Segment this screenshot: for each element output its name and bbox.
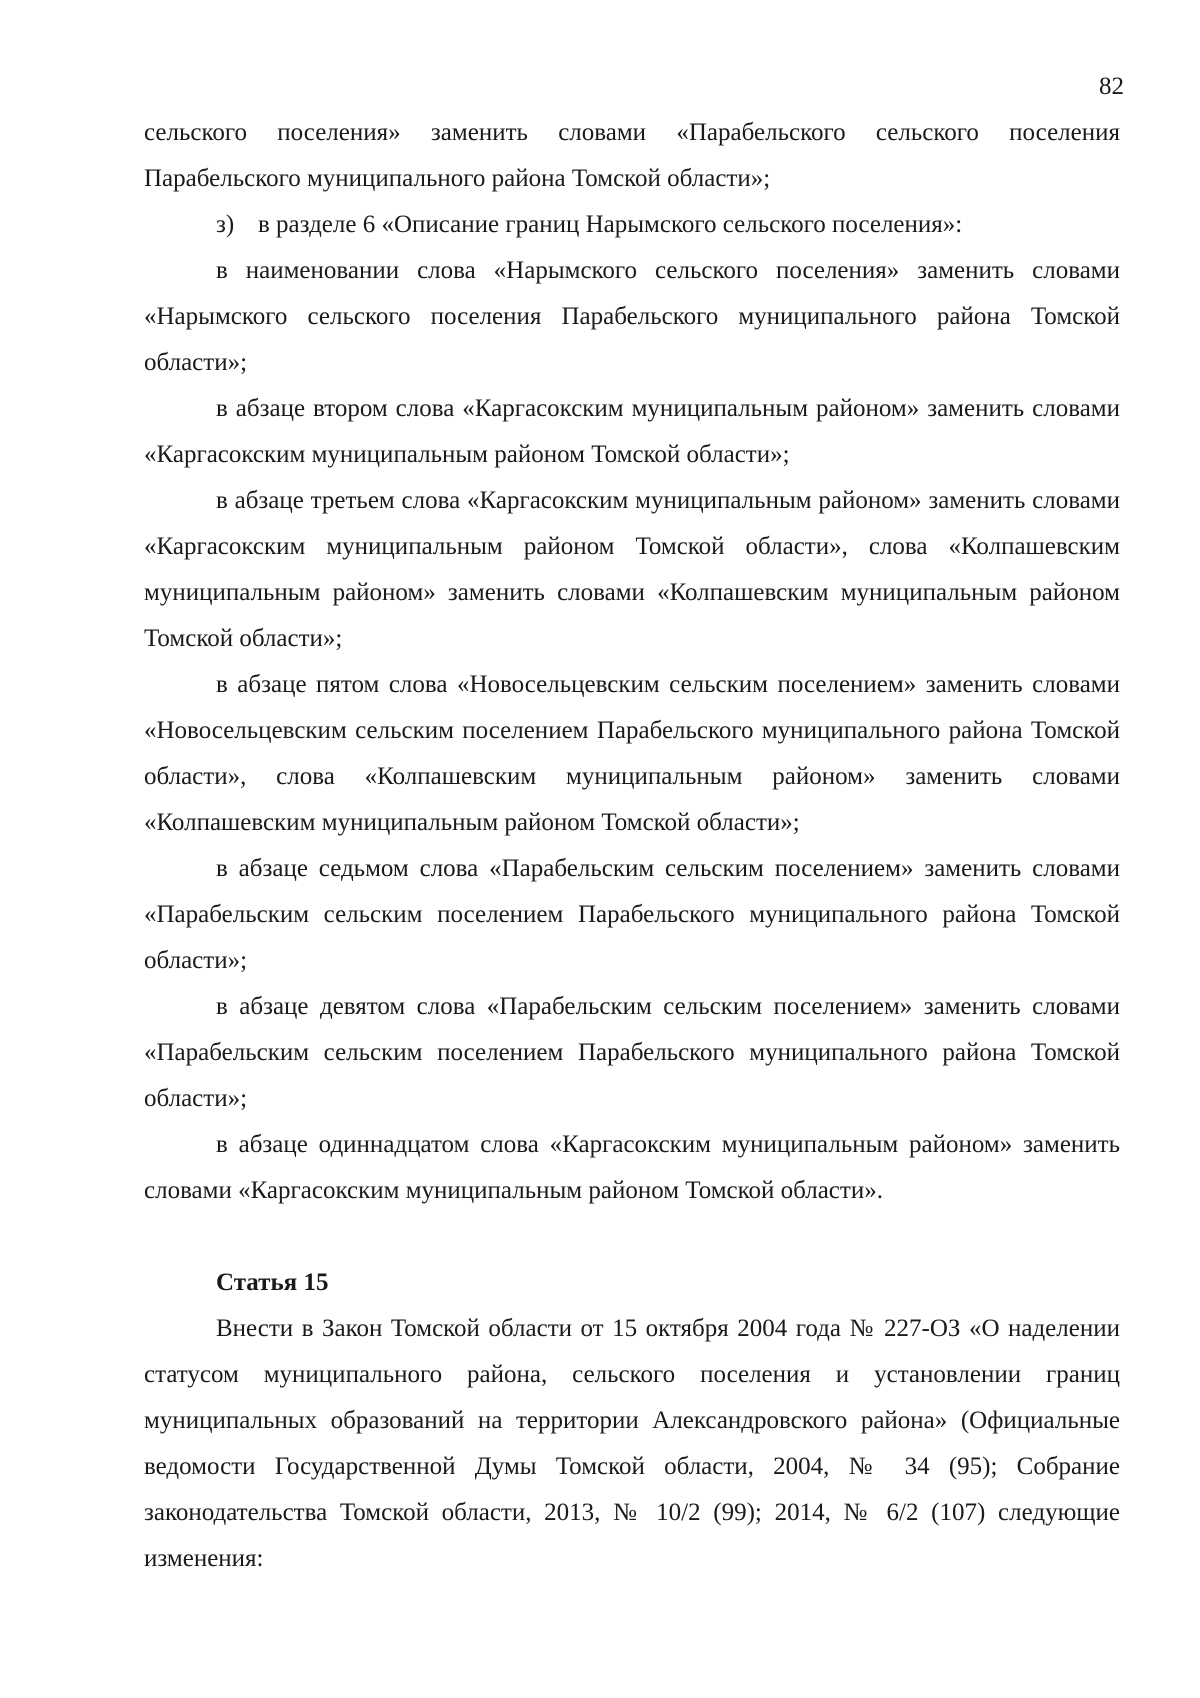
paragraph-seventh-abzats: в абзаце седьмом слова «Парабельским сельским поселением» заменить словами «Парабельским сельским поселением Парабельского муниципального района Томской области»; bbox=[144, 855, 1120, 974]
paragraph-ninth-abzats: в абзаце девятом слова «Парабельским сельским поселением» заменить словами «Парабельским сельским поселением Парабельского муниципального района Томской области»; bbox=[144, 993, 1120, 1112]
list-item-text: в разделе 6 «Описание границ Нарымского сельского поселения»: bbox=[258, 211, 963, 238]
paragraph-second-abzats: в абзаце втором слова «Каргасокским муниципальным районом» заменить словами «Каргасокским муниципальным районом Томской области»; bbox=[144, 395, 1120, 468]
page-number: 82 bbox=[1099, 73, 1124, 100]
paragraph-third-abzats: в абзаце третьем слова «Каргасокским муниципальным районом» заменить словами «Каргасокским муниципальным районом Томской области», слова «Колпашевским муниципальным районом» заменить словами «Колпашевским муниципальным районом Томской области»; bbox=[144, 487, 1120, 652]
paragraph-eleventh-abzats: в абзаце одиннадцатом слова «Каргасокским муниципальным районом» заменить словами «Каргасокским муниципальным районом Томской области». bbox=[144, 1131, 1120, 1204]
paragraph-continuation: сельского поселения» заменить словами «Парабельского сельского поселения Парабельского муниципального района Томской области»; bbox=[144, 119, 1120, 192]
paragraph-name-change: в наименовании слова «Нарымского сельского поселения» заменить словами «Нарымского сельского поселения Парабельского муниципального района Томской области»; bbox=[144, 257, 1120, 376]
article-title: Статья 15 bbox=[216, 1269, 329, 1296]
document-body bbox=[144, 110, 1120, 1582]
paragraph-fifth-abzats: в абзаце пятом слова «Новосельцевским сельским поселением» заменить словами «Новосельцевским сельским поселением Парабельского муниципального района Томской области», слова «Колпашевским муниципальным районом» заменить словами «Колпашевским муниципальным районом Томской области»; bbox=[144, 671, 1120, 836]
article-body: Внести в Закон Томской области от 15 октября 2004 года № 227-ОЗ «О наделении статусом муниципального района, сельского поселения и установлении границ муниципальных образований на территории Александровского района» (Официальные ведомости Государственной Думы Томской области, 2004, № 34 (95); Собрание законодательства Томской области, 2013, № 10/2 (99); 2014, № 6/2 (107) следующие изменения: bbox=[144, 1315, 1120, 1572]
list-item-marker: з) bbox=[216, 211, 235, 238]
list-item-z bbox=[144, 202, 1120, 248]
